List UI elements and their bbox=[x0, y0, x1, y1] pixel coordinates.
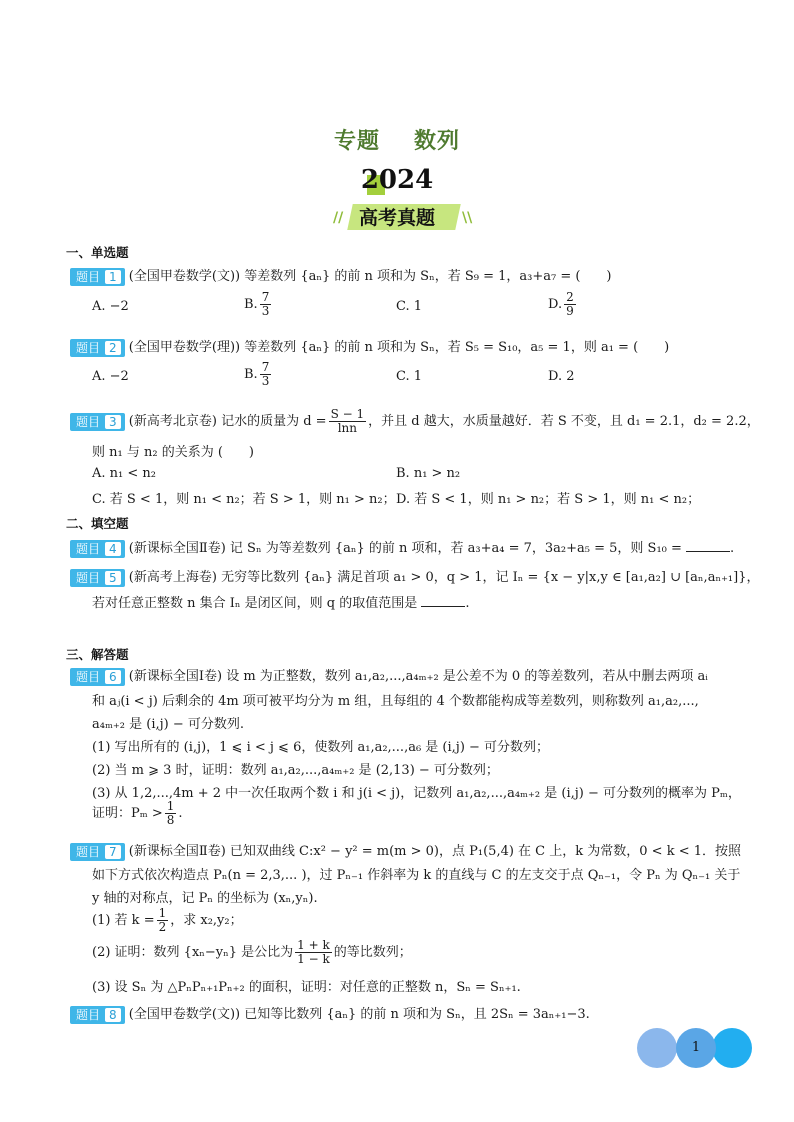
option-d: D. $\frac{2}{9}$ bbox=[548, 290, 574, 318]
question-7-line-3: y 轴的对称点，记 Pₙ 的坐标为 (xₙ,yₙ). bbox=[92, 891, 318, 906]
option-a: A. −2 bbox=[92, 299, 129, 314]
page-number: 1 bbox=[691, 1040, 701, 1055]
question-tag: 题目 5 bbox=[70, 569, 125, 587]
question-7-part-1: (1) 若 k = $\frac{1}{2}$ ，求 x₂,y₂； bbox=[92, 906, 243, 934]
fraction: $\frac{1}{8}$ bbox=[166, 799, 175, 827]
question-text: (全国甲卷数学(理)) 等差数列 {aₙ} 的前 n 项和为 Sₙ，若 S₅ = S₁₀，a₅ = 1，则 a₁ = ( ) bbox=[128, 340, 670, 355]
question-7: 题目 7 (新课标全国Ⅱ卷) 已知双曲线 C:x² − y² = m(m > 0)，点 P₁(5,4) 在 C 上，k 为常数，0 < k < 1．按照 bbox=[70, 840, 741, 861]
question-5-line-2: 若对任意正整数 n 集合 Iₙ 是闭区间，则 q 的取值范围是 . bbox=[92, 596, 470, 611]
question-6-part-1: (1) 写出所有的 (i,j)，1 ⩽ i < j ⩽ 6，使数列 a₁,a₂,...,a₆ 是 (i,j) − 可分数列； bbox=[92, 740, 550, 755]
question-8: 题目 8 (全国甲卷数学(文)) 已知等比数列 {aₙ} 的前 n 项和为 Sₙ，且 2Sₙ = 3aₙ₊₁−3. bbox=[70, 1003, 590, 1024]
section-heading-fill-blank: 二、填空题 bbox=[66, 516, 129, 531]
fraction: $\frac{S - 1}{\ln n}$ bbox=[330, 407, 365, 435]
question-tag: 题目 4 bbox=[70, 540, 125, 558]
question-6-part-3: (3) 从 1,2,...,4m + 2 中一次任取两个数 i 和 j(i < j)，记数列 a₁,a₂,...,a₄ₘ₊₂ 是 (i,j) − 可分数列的概率为 Pₘ， bbox=[92, 786, 741, 801]
question-3: 题目 3 (新高考北京卷) 记水的质量为 d = $\frac{S - 1}{\ln n}$ ，并且 d 越大，水质量越好．若 S 不变，且 d₁ = 2.1，d₂ = 2.2， bbox=[70, 408, 760, 435]
fraction: $\frac{2}{9}$ bbox=[566, 290, 574, 318]
page-title bbox=[0, 124, 794, 155]
question-4: 题目 4 (新课标全国Ⅱ卷) 记 Sₙ 为等差数列 {aₙ} 的前 n 项和，若 a₃+a₄ = 7，3a₂+a₅ = 5，则 S₁₀ = . bbox=[70, 537, 734, 558]
banner-slash-right: \\ bbox=[462, 210, 473, 226]
option-c: C. 1 bbox=[396, 299, 423, 314]
question-6-line-2: 和 aⱼ(i < j) 后剩余的 4m 项可被平均分为 m 组，且每组的 4 个数都能构成等差数列，则称数列 a₁,a₂,..., bbox=[92, 694, 699, 709]
fraction: $\frac{1 + k}{1 - k}$ bbox=[297, 938, 330, 966]
question-tag: 题目 3 bbox=[70, 413, 125, 431]
fraction: $\frac{1}{2}$ bbox=[158, 906, 167, 934]
question-tag: 题目 1 bbox=[70, 268, 125, 286]
title-subject: 数列 bbox=[414, 129, 461, 154]
fraction: $\frac{7}{3}$ bbox=[261, 290, 270, 318]
option-b: B. $\frac{7}{3}$ bbox=[244, 360, 270, 388]
fraction: $\frac{7}{3}$ bbox=[261, 360, 270, 388]
option-a: A. −2 bbox=[92, 369, 129, 384]
section-heading-single-choice: 一、单选题 bbox=[66, 245, 129, 260]
question-6-line-3: a₄ₘ₊₂ 是 (i,j) − 可分数列. bbox=[92, 717, 245, 732]
question-tag: 题目 6 bbox=[70, 668, 125, 686]
option-d: D. 2 bbox=[548, 369, 575, 384]
question-5: 题目 5 (新高考上海卷) 无穷等比数列 {aₙ} 满足首项 a₁ > 0，q > 1，记 Iₙ = {x − y|x,y ∈ [a₁,a₂] ∪ [aₙ,aₙ₊₁]}， bbox=[70, 566, 759, 587]
option-a: A. n₁ < n₂ bbox=[92, 466, 156, 481]
page-decor-circle-3 bbox=[712, 1028, 752, 1068]
question-1 bbox=[70, 265, 612, 286]
question-text: (全国甲卷数学(文)) 等差数列 {aₙ} 的前 n 项和为 Sₙ，若 S₉ = 1，a₃+a₇ = ( ) bbox=[128, 269, 612, 284]
page-decor-circle-1 bbox=[637, 1028, 677, 1068]
question-tag: 题目 8 bbox=[70, 1006, 125, 1024]
option-c: C. 1 bbox=[396, 369, 423, 384]
banner-label: 高考真题 bbox=[358, 207, 435, 229]
question-3-line-2: 则 n₁ 与 n₂ 的关系为 ( ) bbox=[92, 445, 254, 460]
option-d: D. 若 S < 1，则 n₁ > n₂；若 S > 1，则 n₁ < n₂； bbox=[396, 492, 701, 507]
question-7-part-2: (2) 证明：数列 {xₙ−yₙ} 是公比为 $\frac{1 + k}{1 - k}$ 的等比数列； bbox=[92, 938, 412, 966]
title-topic: 专题 bbox=[333, 129, 380, 154]
question-7-line-2: 如下方式依次构造点 Pₙ(n = 2,3,... )，过 Pₙ₋₁ 作斜率为 k 的直线与 C 的左支交于点 Qₙ₋₁，令 Pₙ 为 Qₙ₋₁ 关于 bbox=[92, 868, 741, 883]
option-b: B. $\frac{7}{3}$ bbox=[244, 290, 270, 318]
question-6: 题目 6 (新课标全国Ⅰ卷) 设 m 为正整数，数列 a₁,a₂,...,a₄ₘ₊₂ 是公差不为 0 的等差数列，若从中删去两项 aᵢ bbox=[70, 665, 708, 686]
question-2 bbox=[70, 336, 669, 357]
question-tag: 题目 2 bbox=[70, 339, 125, 357]
answer-blank bbox=[421, 594, 465, 607]
question-6-conclusion: 证明：Pₘ > $\frac{1}{8}$ . bbox=[92, 799, 183, 827]
question-6-part-2: (2) 当 m ⩾ 3 时，证明：数列 a₁,a₂,...,a₄ₘ₊₂ 是 (2,13) − 可分数列； bbox=[92, 763, 499, 778]
answer-blank bbox=[686, 539, 730, 552]
option-c: C. 若 S < 1，则 n₁ < n₂；若 S > 1，则 n₁ > n₂； bbox=[92, 492, 396, 507]
question-tag: 题目 7 bbox=[70, 843, 125, 861]
option-b: B. n₁ > n₂ bbox=[396, 466, 461, 481]
question-7-part-3: (3) 设 Sₙ 为 △PₙPₙ₊₁Pₙ₊₂ 的面积，证明：对任意的正整数 n，Sₙ = Sₙ₊₁. bbox=[92, 980, 521, 995]
banner-slash-left: // bbox=[333, 210, 344, 226]
section-heading-solution: 三、解答题 bbox=[66, 647, 129, 662]
year-label: 2024 bbox=[360, 165, 434, 195]
